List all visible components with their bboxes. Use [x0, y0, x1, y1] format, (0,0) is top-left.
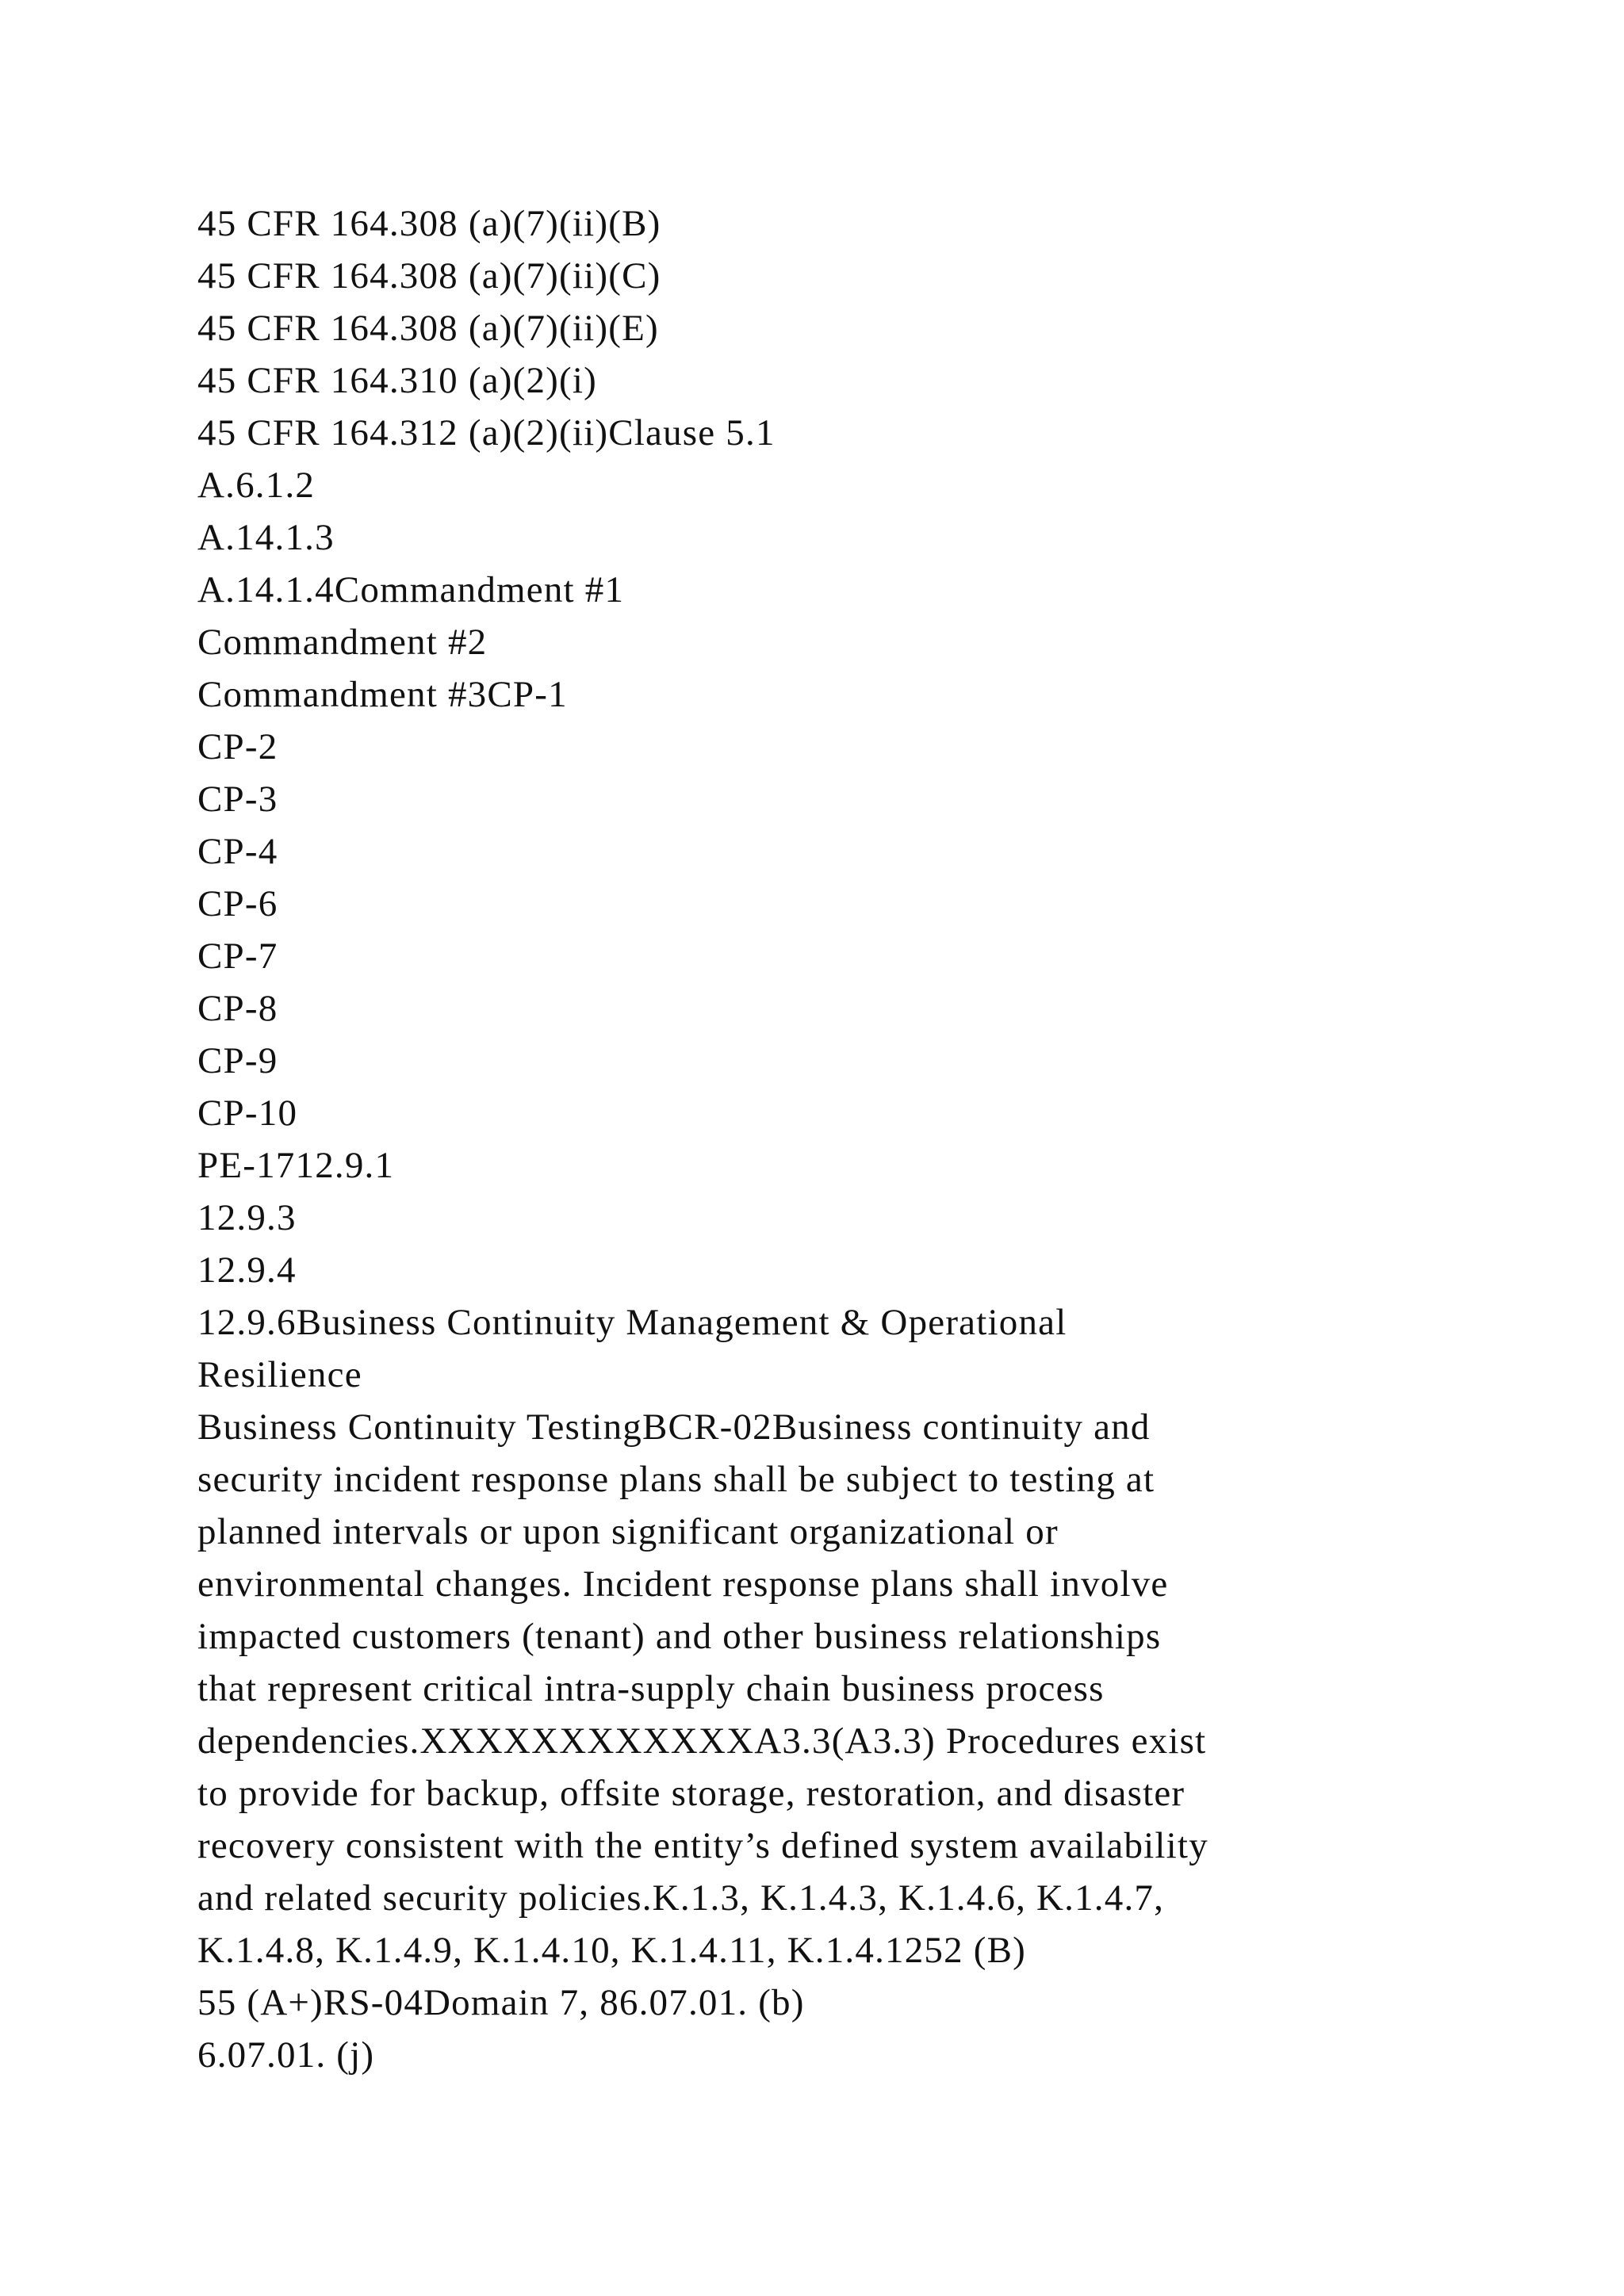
text-line: 45 CFR 164.308 (a)(7)(ii)(C) [197, 255, 661, 297]
text-line: CP-9 [197, 1040, 278, 1081]
text-line: that represent critical intra-supply chain business process [197, 1668, 1105, 1709]
text-line: CP-7 [197, 936, 278, 977]
text-line: and related security policies.K.1.3, K.1.4.3, K.1.4.6, K.1.4.7, [197, 1877, 1165, 1919]
text-line: 12.9.4 [197, 1249, 297, 1291]
text-line: recovery consistent with the entity’s defined system availability [197, 1825, 1208, 1866]
text-line: 12.9.3 [197, 1197, 297, 1238]
text-line: PE-1712.9.1 [197, 1145, 395, 1186]
text-line: Commandment #2 [197, 622, 488, 663]
text-line: planned intervals or upon significant organizational or [197, 1511, 1059, 1552]
text-line: dependencies.XXXXXXXXXXXXA3.3(A3.3) Procedures exist [197, 1720, 1207, 1762]
text-line: 12.9.6Business Continuity Management & Operational [197, 1302, 1067, 1343]
document-text [197, 197, 1482, 2081]
text-line: 55 (A+)RS-04Domain 7, 86.07.01. (b) [197, 1982, 805, 2023]
text-line: CP-4 [197, 831, 278, 872]
text-line: A.14.1.4Commandment #1 [197, 569, 625, 610]
text-line: 45 CFR 164.308 (a)(7)(ii)(B) [197, 203, 661, 244]
text-line: CP-2 [197, 726, 278, 767]
text-line: CP-3 [197, 779, 278, 820]
text-line: impacted customers (tenant) and other business relationships [197, 1616, 1162, 1657]
text-line: Commandment #3CP-1 [197, 674, 568, 715]
text-line: to provide for backup, offsite storage, restoration, and disaster [197, 1773, 1185, 1814]
text-line: environmental changes. Incident response plans shall involve [197, 1563, 1169, 1605]
text-line: 45 CFR 164.308 (a)(7)(ii)(E) [197, 308, 659, 349]
text-line: 45 CFR 164.310 (a)(2)(i) [197, 360, 597, 401]
text-line: A.14.1.3 [197, 517, 335, 558]
text-line: Business Continuity TestingBCR-02Business continuity and [197, 1406, 1151, 1448]
text-line: A.6.1.2 [197, 465, 316, 506]
text-line: 45 CFR 164.312 (a)(2)(ii)Clause 5.1 [197, 412, 776, 453]
text-line: K.1.4.8, K.1.4.9, K.1.4.10, K.1.4.11, K.1.4.1252 (B) [197, 1930, 1027, 1971]
text-line: 6.07.01. (j) [197, 2034, 375, 2076]
text-line: CP-8 [197, 988, 278, 1029]
text-line: CP-10 [197, 1093, 298, 1134]
text-line: Resilience [197, 1354, 362, 1395]
text-line: CP-6 [197, 883, 278, 924]
text-line: security incident response plans shall be subject to testing at [197, 1459, 1155, 1500]
